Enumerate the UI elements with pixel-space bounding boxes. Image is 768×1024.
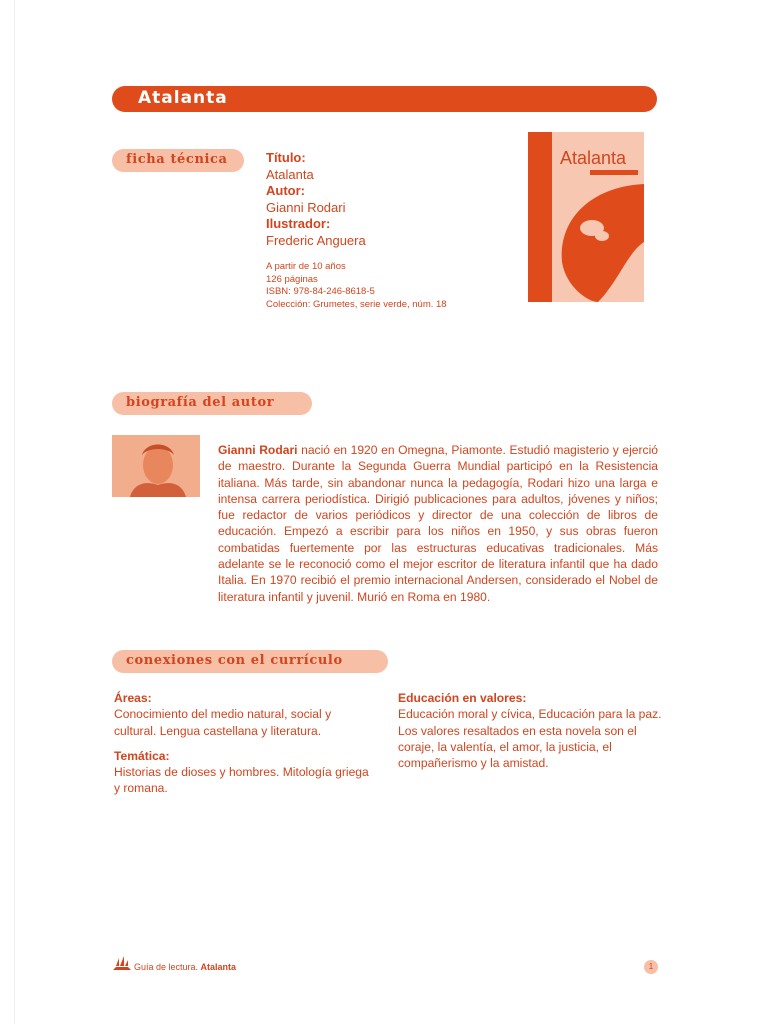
- cover-title: Atalanta: [560, 148, 627, 168]
- bio-text: nació en 1920 en Omegna, Piamonte. Estudió magisterio y ejerció de maestro. Durante la Segunda Guerra Mundial participó en la Resistencia italiana. Más tarde, sin abandonar nunca la pedagogía, Rodari hizo una larga e intensa carrera periodística. Dirigió publicaciones para adultos, jóvenes y niños; fue redactor de varios periódicos y director de una colección de libros de educación. Empezó a escribir para los niños en 1950, y sus obras fueron combatidas fuertemente por las estructuras educativas tradicionales. Más adelante se le reconoció como el mejor escritor de literatura infantil que ha dado Italia. En 1970 recibió el premio internacional Andersen, considerado el Nobel de literatura infantil y juvenil. Murió en Roma en 1980.: [218, 443, 658, 604]
- page-title: Atalanta: [138, 88, 228, 108]
- titulo-value: Atalanta: [266, 166, 314, 182]
- ficha-tecnica-label: [112, 149, 244, 172]
- areas-value: Conocimiento del medio natural, social y cultural. Lengua castellana y literatura.: [114, 707, 332, 738]
- biografia-label: [112, 392, 312, 415]
- ilustrador-label: Ilustrador:: [266, 216, 331, 232]
- tematica-value: Historias de dioses y hombres. Mitología griega y romana.: [114, 765, 369, 796]
- areas-label: Áreas:: [114, 691, 152, 705]
- book-cover-image: [528, 132, 644, 302]
- title-bar: [112, 86, 657, 112]
- footer-prefix: Guía de lectura.: [134, 962, 201, 972]
- footer-caption: [134, 962, 236, 972]
- biografia-text: biografía del autor: [126, 395, 275, 410]
- edad-value: A partir de 10 años: [266, 261, 346, 272]
- autor-label: Autor:: [266, 183, 305, 199]
- boat-logo-icon: [112, 956, 132, 972]
- valores-label: Educación en valores:: [398, 691, 527, 705]
- paginas-value: 126 páginas: [266, 273, 318, 285]
- valores-value: Educación moral y cívica, Educación para la paz. Los valores resaltados en esta novela son el coraje, la valentía, el amor, la justicia, el compañerismo y la amistad.: [398, 707, 662, 771]
- isbn-value: ISBN: 978-84-246-8618-5: [266, 286, 375, 297]
- ilustrador-value: Frederic Anguera: [266, 232, 366, 248]
- ficha-extra: [266, 261, 447, 311]
- author-portrait: [112, 435, 200, 497]
- page-number: 1: [644, 960, 658, 974]
- ficha-tecnica-text: ficha técnica: [126, 152, 228, 167]
- author-biography: [218, 442, 658, 605]
- author-photo: [112, 435, 200, 497]
- autor-value: Gianni Rodari: [266, 199, 346, 215]
- titulo-label: Título:: [266, 150, 306, 165]
- curriculo-right-column: [398, 690, 668, 771]
- bio-author-name: Gianni Rodari: [218, 443, 298, 457]
- curriculo-left-column: [114, 690, 376, 797]
- tematica-label: Temática:: [114, 748, 170, 763]
- footer-title: Atalanta: [200, 962, 237, 972]
- page-edge: [14, 0, 15, 1024]
- curriculo-label: [112, 650, 388, 673]
- coleccion-value: Colección: Grumetes, serie verde, núm. 18: [266, 298, 447, 310]
- ficha-details: [266, 150, 366, 250]
- cover-illustration: [528, 132, 644, 302]
- curriculo-text: conexiones con el currículo: [126, 653, 343, 668]
